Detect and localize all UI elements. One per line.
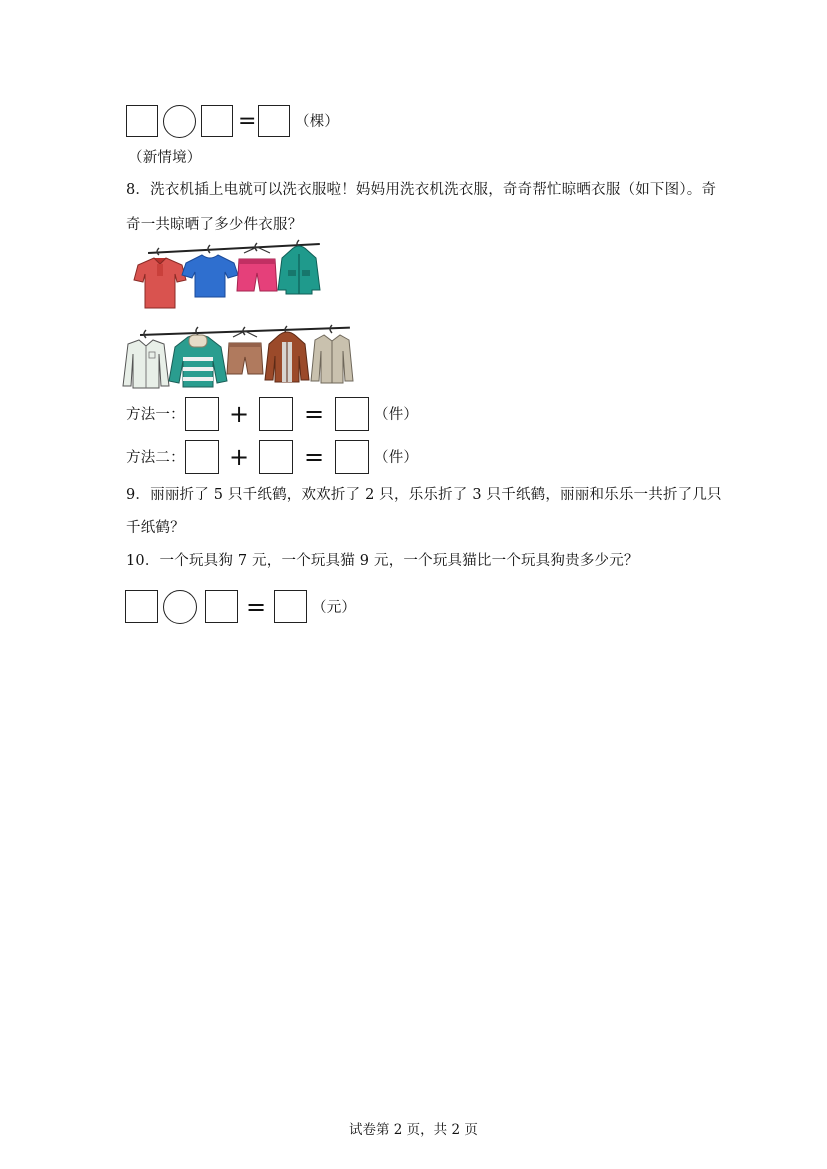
plus-sign: + bbox=[229, 400, 250, 428]
method-2-box-result[interactable] bbox=[335, 440, 369, 474]
white-shirt-icon bbox=[122, 330, 170, 390]
page-footer: 试卷第 2 页，共 2 页 bbox=[349, 1122, 478, 1138]
method-2-label: 方法二： bbox=[126, 450, 185, 466]
teal-jacket-icon bbox=[278, 240, 320, 296]
striped-sweater-icon bbox=[169, 327, 227, 389]
equals-sign: = bbox=[246, 593, 267, 621]
new-context-label: （新情境） bbox=[128, 150, 202, 166]
method-1-box-result[interactable] bbox=[335, 397, 369, 431]
method-2-box-2[interactable] bbox=[259, 440, 293, 474]
blue-t-shirt-icon bbox=[182, 245, 238, 299]
unit-label: （件） bbox=[374, 450, 419, 466]
method-2-box-1[interactable] bbox=[185, 440, 219, 474]
brown-shorts-icon bbox=[227, 327, 263, 377]
q9-text-line2: 千纸鹤？ bbox=[126, 520, 185, 536]
method-1-label: 方法一： bbox=[126, 407, 185, 423]
answer-box-1[interactable] bbox=[125, 590, 158, 623]
plus-sign: + bbox=[229, 443, 250, 471]
red-polo-shirt-icon bbox=[133, 248, 187, 312]
gray-jacket-icon bbox=[310, 325, 354, 385]
answer-box-result[interactable] bbox=[274, 590, 307, 623]
unit-label: （棵） bbox=[295, 114, 340, 130]
pink-shorts-icon bbox=[236, 243, 278, 295]
operator-circle[interactable] bbox=[163, 105, 196, 138]
answer-box-1[interactable] bbox=[126, 105, 158, 137]
equals-sign: = bbox=[304, 400, 325, 428]
q9-text-line1: 9．丽丽折了 5 只千纸鹤，欢欢折了 2 只，乐乐折了 3 只千纸鹤，丽丽和乐乐一共折了几只 bbox=[126, 487, 722, 503]
unit-label: （件） bbox=[374, 407, 419, 423]
answer-box-2[interactable] bbox=[201, 105, 233, 137]
q8-text-line1: 8．洗衣机插上电就可以洗衣服啦！妈妈用洗衣机洗衣服，奇奇帮忙晾晒衣服（如下图）。奇 bbox=[126, 182, 717, 198]
equals-sign: = bbox=[304, 443, 325, 471]
equals-sign: = bbox=[238, 109, 257, 134]
brown-hoodie-icon bbox=[265, 326, 309, 384]
answer-box-2[interactable] bbox=[205, 590, 238, 623]
answer-box-result[interactable] bbox=[258, 105, 290, 137]
q10-text: 10．一个玩具狗 7 元，一个玩具猫 9 元，一个玩具猫比一个玩具狗贵多少元？ bbox=[126, 553, 639, 569]
method-1-box-1[interactable] bbox=[185, 397, 219, 431]
unit-label: （元） bbox=[312, 600, 357, 616]
q8-text-line2: 奇一共晾晒了多少件衣服？ bbox=[126, 217, 303, 233]
operator-circle[interactable] bbox=[163, 590, 197, 624]
method-1-box-2[interactable] bbox=[259, 397, 293, 431]
